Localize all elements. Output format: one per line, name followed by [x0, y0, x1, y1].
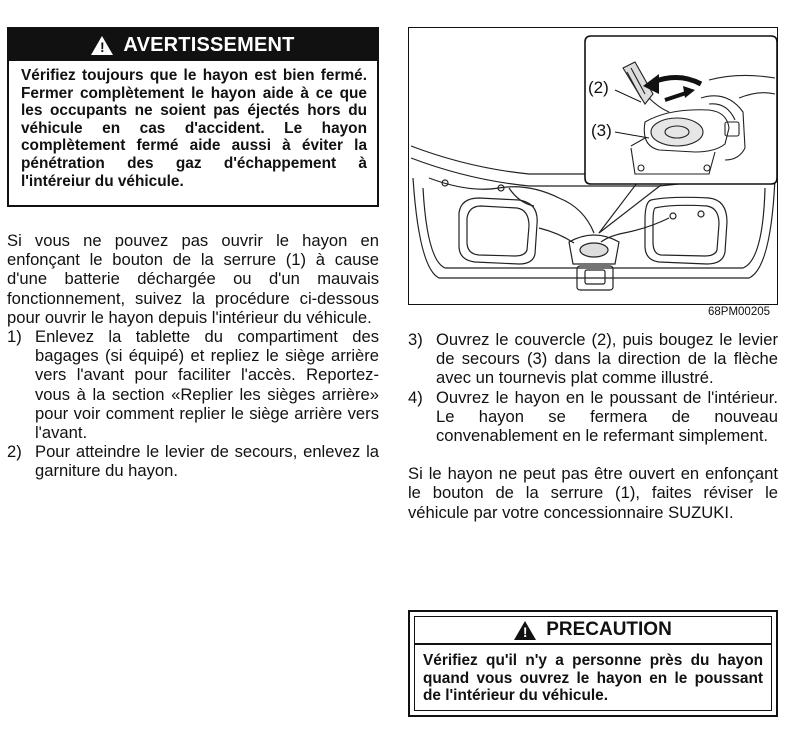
warning-box	[7, 27, 379, 207]
intro-paragraph: Si vous ne pouvez pas ouvrir le hayon en enfonçant le bouton de la serrure (1) à cause d'une batterie déchargée ou d'un mauvais fonctionnement, suivez la procédure ci-dessous pour ouvrir le hayon depuis l'intérieur du véhicule.	[7, 231, 379, 327]
warning-triangle-icon: !	[514, 621, 536, 640]
step-text: Pour atteindre le levier de secours, enlevez la garniture du hayon.	[35, 442, 379, 481]
precaution-header	[415, 617, 771, 645]
label-lever: (3)	[591, 121, 612, 140]
step-1	[7, 327, 379, 442]
step-number: 1)	[7, 327, 22, 347]
warning-title: AVERTISSEMENT	[123, 33, 295, 56]
right-column	[408, 330, 778, 522]
precaution-title: PRECAUTION	[546, 619, 672, 640]
precaution-box	[408, 610, 778, 717]
step-text: Ouvrez le hayon en le poussant de l'intérieur. Le hayon se fermera de nouveau convenablement en le refermant simplement.	[436, 387, 778, 446]
step-number: 3)	[408, 330, 423, 349]
step-text: Ouvrez le couvercle (2), puis bougez le levier de secours (3) dans la direction de la flèche avec un tournevis plat comme illustré.	[436, 330, 778, 388]
step-3	[408, 330, 778, 388]
step-text: Enlevez la tablette du compartiment des bagages (si équipé) et repliez le siège arrière vers l'avant pour faciliter l'accès. Reportez-vous à la section «Replier les sièges arrière» pour voir comment replier le siège arrière vers l'avant.	[35, 327, 379, 443]
step-number: 4)	[408, 387, 423, 407]
tailgate-illustration	[408, 27, 778, 305]
step-2	[7, 442, 379, 480]
closing-paragraph: Si le hayon ne peut pas être ouvert en enfonçant le bouton de la serrure (1), faites réviser le véhicule par votre concessionnaire SUZUKI.	[408, 464, 778, 522]
left-column	[7, 231, 379, 481]
warning-triangle-icon: !	[91, 36, 113, 55]
precaution-text: Vérifiez qu'il n'y a personne près du hayon quand vous ouvrez le hayon en le poussant de l'intérieur du véhicule.	[423, 652, 763, 705]
tailgate-drawing	[409, 28, 778, 305]
warning-header	[9, 29, 377, 61]
step-4	[408, 388, 778, 446]
label-cover: (2)	[588, 78, 609, 97]
warning-text: Vérifiez toujours que le hayon est bien fermé. Fermer complètement le hayon aide à ce que les occupants ne soient pas éjectés hors du véhicule en cas d'accident. Le hayon complètement fermé aide aussi à éviter la pénétration des gaz d'échappement à l'intéreiur du véhicule.	[21, 67, 367, 190]
figure-code: 68PM00205	[708, 306, 771, 318]
step-number: 2)	[7, 442, 22, 462]
